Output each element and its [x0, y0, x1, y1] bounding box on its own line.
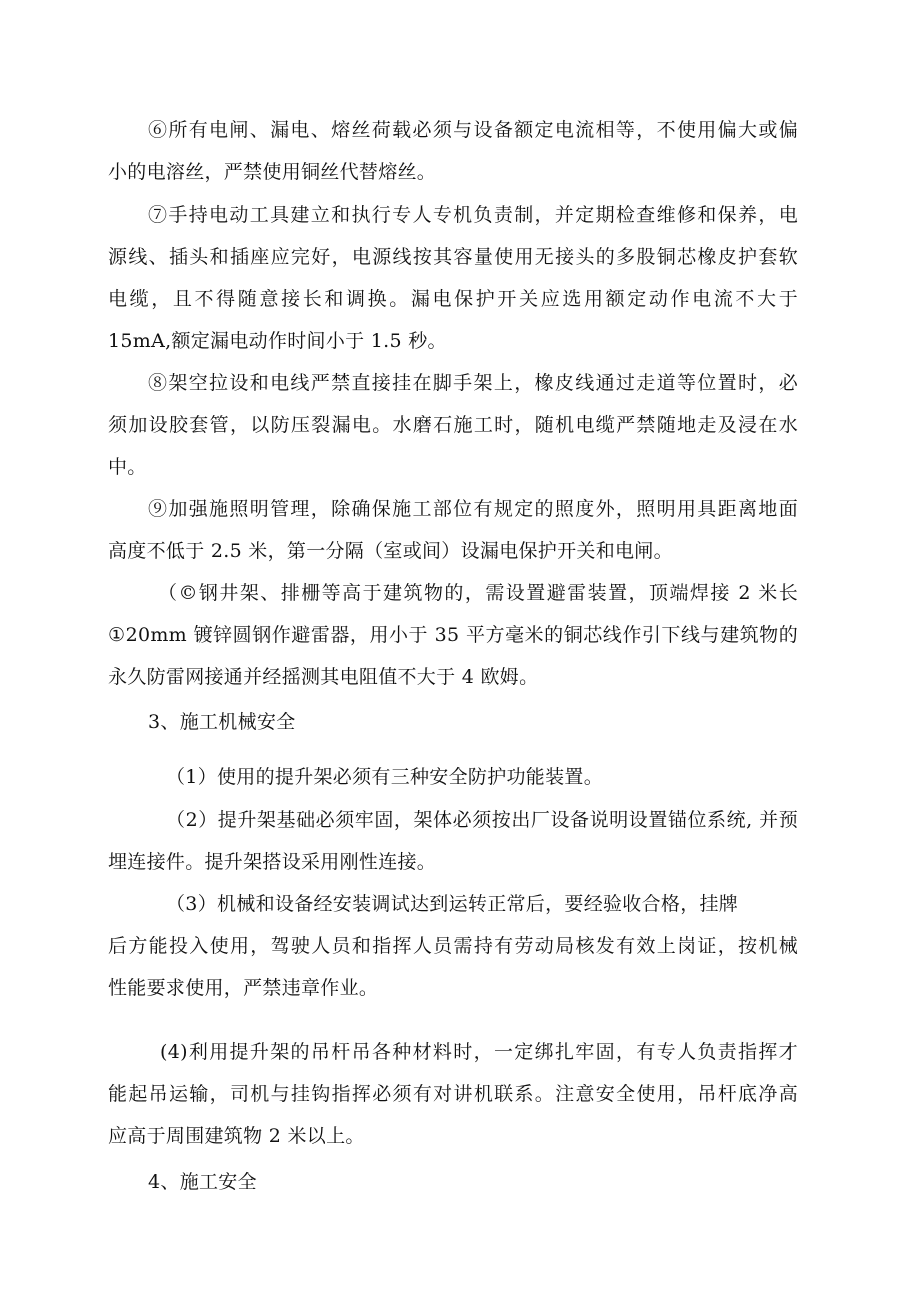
paragraph-line: ⑦手持电动工具建立和执行专人专机负责制，并定期检查维修和保养，电 — [148, 204, 798, 226]
section-heading: 4、施工安全 — [148, 1171, 257, 1193]
section-heading: 3、施工机械安全 — [148, 711, 296, 733]
paragraph-line: 埋连接件。提升架搭设采用刚性连接。 — [108, 851, 437, 873]
paragraph-line: ①20mm 镀锌圆钢作避雷器，用小于 35 平方毫米的铜芯线作引下线与建筑物的 — [108, 624, 798, 646]
paragraph-line: 源线、插头和插座应完好，电源线按其容量使用无接头的多股铜芯橡皮护套软 — [108, 246, 798, 268]
paragraph-line: ⑧架空拉设和电线严禁直接挂在脚手架上，橡皮线通过走道等位置时，必 — [148, 372, 798, 394]
paragraph-line: 15mA,额定漏电动作时间小于 1.5 秒。 — [108, 330, 447, 352]
paragraph-line: 永久防雷网接通并经摇测其电阻值不大于 4 欧姆。 — [108, 666, 539, 688]
paragraph-line: 能起吊运输，司机与挂钩指挥必须有对讲机联系。注意安全使用，吊杆底净高 — [108, 1083, 798, 1105]
paragraph-line: ⑨加强施照明管理，除确保施工部位有规定的照度外，照明用具距离地面 — [148, 498, 798, 520]
paragraph-line: 应高于周围建筑物 2 米以上。 — [108, 1125, 365, 1147]
paragraph-line: 后方能投入使用，驾驶人员和指挥人员需持有劳动局核发有效上岗证，按机械 — [108, 935, 798, 957]
paragraph-line: 须加设胶套管，以防压裂漏电。水磨石施工时，随机电缆严禁随地走及浸在水 — [108, 414, 798, 436]
paragraph-line: （©钢井架、排栅等高于建筑物的，需设置避雷装置，顶端焊接 2 米长 — [158, 582, 798, 604]
paragraph-line: 小的电溶丝，严禁使用铜丝代替熔丝。 — [108, 161, 437, 183]
paragraph-line: 高度不低于 2.5 米，第一分隔（室或间）设漏电保护开关和电闸。 — [108, 540, 673, 562]
paragraph-line: 电缆，且不得随意接长和调换。漏电保护开关应选用额定动作电流不大于 — [108, 288, 798, 310]
paragraph-line: （1）使用的提升架必须有三种安全防护功能装置。 — [166, 766, 603, 788]
paragraph-line: ⑥所有电闸、漏电、熔丝荷载必须与设备额定电流相等，不使用偏大或偏 — [148, 119, 798, 141]
paragraph-line: （3）机械和设备经安装调试达到运转正常后，要经验收合格，挂牌 — [166, 893, 739, 915]
paragraph-line: 中。 — [108, 456, 147, 478]
paragraph-line: (4)利用提升架的吊杆吊各种材料时，一定绑扎牢固，有专人负责指挥才 — [160, 1041, 798, 1063]
paragraph-line: （2）提升架基础必须牢固，架体必须按出厂设备说明设置锚位系统, 并预 — [166, 809, 798, 831]
paragraph-line: 性能要求使用，严禁违章作业。 — [108, 977, 379, 999]
